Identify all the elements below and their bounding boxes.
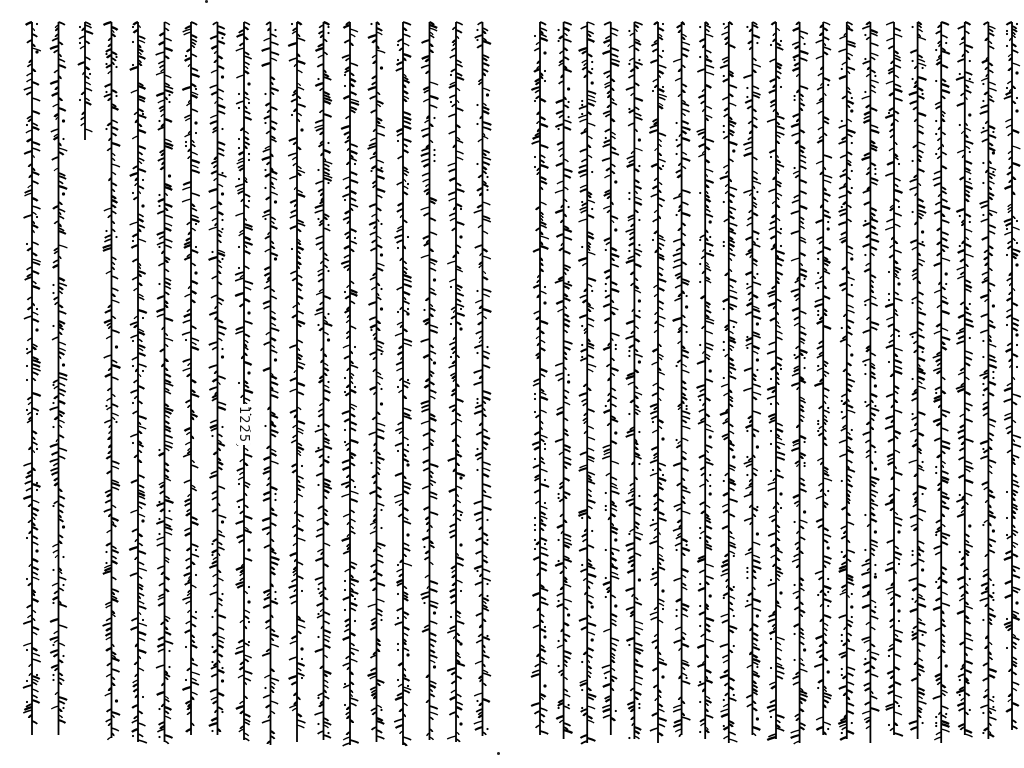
text-column <box>697 22 715 739</box>
text-column <box>956 22 974 737</box>
text-column <box>209 22 227 735</box>
text-column <box>673 22 691 737</box>
right-page <box>512 0 1024 768</box>
text-column <box>720 22 738 743</box>
left-page <box>0 0 500 768</box>
text-column <box>814 22 832 735</box>
text-column <box>315 22 333 740</box>
text-column <box>578 22 596 744</box>
text-column <box>791 22 809 744</box>
text-column <box>980 22 998 739</box>
text-column <box>156 22 174 744</box>
text-column <box>129 22 147 743</box>
text-column <box>50 22 68 735</box>
text-column <box>767 22 785 740</box>
text-column <box>103 22 121 740</box>
scan-speck <box>205 0 208 3</box>
text-column <box>602 22 620 735</box>
inline-year-number: 1225 <box>236 406 251 444</box>
text-column <box>78 22 93 140</box>
text-column <box>474 22 492 736</box>
text-column <box>649 22 667 743</box>
text-column <box>885 22 903 736</box>
text-column <box>909 22 927 739</box>
text-column <box>1004 22 1021 730</box>
text-column <box>743 22 761 736</box>
text-column <box>288 22 305 742</box>
text-column <box>182 22 200 735</box>
text-column <box>933 22 950 743</box>
text-column <box>838 22 855 740</box>
text-column <box>447 22 465 742</box>
text-column <box>368 22 386 742</box>
text-column <box>341 22 359 746</box>
text-column <box>421 22 439 740</box>
text-column <box>262 22 280 745</box>
left-page-text-columns <box>0 0 500 768</box>
right-page-text-columns <box>512 0 1024 768</box>
page-gutter <box>500 0 512 768</box>
text-column <box>23 22 41 735</box>
text-column <box>235 22 253 741</box>
text-column <box>394 22 412 746</box>
text-column <box>626 22 644 739</box>
text-column <box>531 22 549 735</box>
text-column <box>555 22 573 739</box>
text-column <box>861 22 879 743</box>
scan-speck <box>497 752 500 755</box>
